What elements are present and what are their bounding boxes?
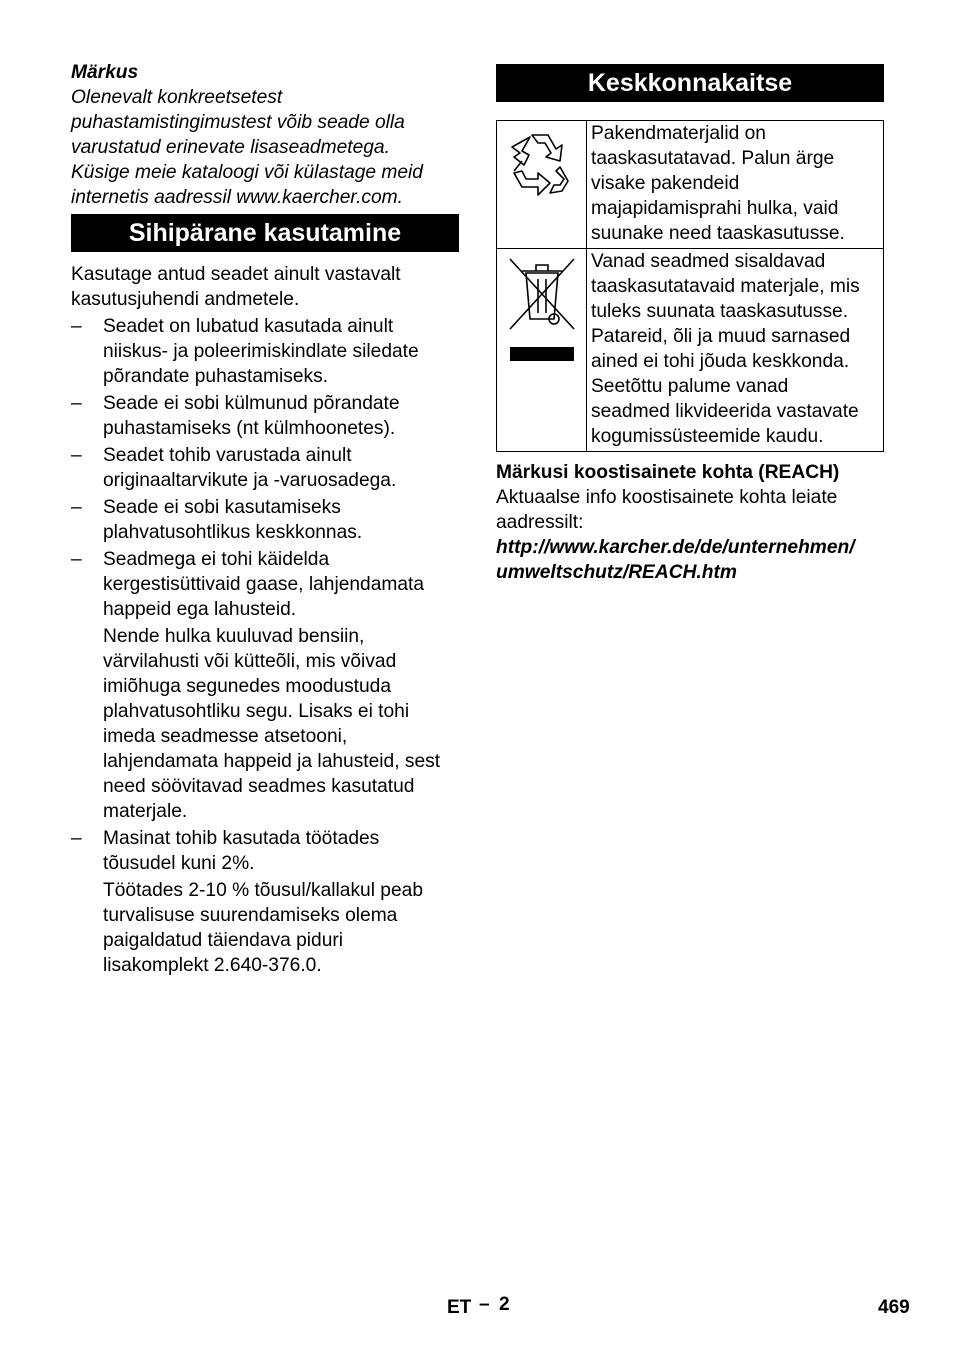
para-line: turvalisuse suurendamiseks olema [103, 905, 398, 926]
bullet-line: Masinat tohib kasutada töötades [103, 828, 380, 849]
note-title: Märkus [71, 62, 139, 83]
left-column [71, 60, 459, 978]
note-line: varustatud erinevate lisaseadmetega. [71, 137, 390, 158]
cell-line: Vanad seadmed sisaldavad [591, 251, 826, 272]
cell-line: tuleks suunata taaskasutusse. [591, 301, 849, 322]
para-line: Nende hulka kuuluvad bensiin, [103, 626, 365, 647]
cell-line: ained ei tohi jõuda keskkonda. [591, 351, 850, 372]
reach-url-line: http://www.karcher.de/de/unternehmen/ [496, 537, 855, 558]
footer-language: ET [447, 1297, 472, 1318]
note-line: internetis aadressil www.kaercher.com. [71, 187, 403, 208]
bullet-continuation [71, 878, 459, 978]
note-line: Olenevalt konkreetsetest [71, 87, 283, 108]
para-line: Töötades 2-10 % tõusul/kallakul peab [103, 880, 423, 901]
bullet-dash: – [71, 828, 82, 849]
para-line: lahjendamata happeid ja lahusteid, sest [103, 751, 441, 772]
bullet-line: puhastamiseks (nt külmhoonetes). [103, 418, 396, 439]
bullet-line: plahvatusohtlikus keskkonnas. [103, 522, 363, 543]
icon-cell [497, 121, 587, 249]
bullet-line: tõusudel kuni 2%. [103, 853, 255, 874]
para-line: need söövitavad seadmes kasutatud [103, 776, 415, 797]
para-line: plahvatusohtliku segu. Lisaks ei tohi [103, 701, 410, 722]
table-row [497, 249, 884, 452]
reach-url-line: umweltschutz/REACH.htm [496, 562, 737, 583]
icon-cell [497, 249, 587, 452]
text-cell [587, 121, 884, 249]
bullet-dash: – [71, 393, 82, 414]
reach-title: Märkusi koostisainete kohta (REACH) [496, 462, 840, 483]
bullet-line: Seadmega ei tohi käidelda [103, 549, 330, 570]
bullet-item [71, 443, 459, 493]
bullet-item [71, 495, 459, 545]
cell-line: taaskasutatavaid materjale, mis [591, 276, 860, 297]
para-line: värvilahusti või kütteõli, mis võivad [103, 651, 397, 672]
footer-dash: – [479, 1294, 490, 1315]
reach-link[interactable] [496, 535, 884, 585]
bullet-line: happeid ega lahusteid. [103, 599, 297, 620]
para-line: imeda seadmesse atsetooni, [103, 726, 348, 747]
para-line: lisakomplekt 2.640-376.0. [103, 955, 322, 976]
cell-line: Patareid, õli ja muud sarnased [591, 326, 851, 347]
bullet-item [71, 391, 459, 441]
bullet-line: põrandate puhastamiseks. [103, 366, 329, 387]
reach-line: aadressilt: [496, 512, 584, 533]
bullet-dash: – [71, 316, 82, 337]
intended-use-heading: Sihipärane kasutamine [71, 214, 459, 252]
cell-line: taaskasutatavad. Palun ärge [591, 148, 835, 169]
cell-line: seadmed likvideerida vastavate [591, 401, 859, 422]
intended-use-intro [71, 262, 459, 312]
note-text [71, 85, 459, 210]
cell-line: Pakendmaterjalid on [591, 123, 766, 144]
bullet-line: originaaltarvikute ja -varuosadega. [103, 470, 397, 491]
cell-line: suunake need taaskasutusse. [591, 223, 845, 244]
footer-section-page: 2 [499, 1294, 510, 1315]
intro-line: Kasutage antud seadet ainult vastavalt [71, 264, 401, 285]
page-number: 469 [878, 1297, 910, 1318]
environment-table [496, 120, 884, 452]
intro-line: kasutusjuhendi andmetele. [71, 289, 300, 310]
note-line: Küsige meie kataloogi või külastage meid [71, 162, 423, 183]
bullet-item [71, 314, 459, 389]
cell-line: kogumissüsteemide kaudu. [591, 426, 824, 447]
right-column [496, 64, 884, 585]
cell-line: majapidamisprahi hulka, vaid [591, 198, 839, 219]
para-line: imiõhuga segunedes moodustuda [103, 676, 392, 697]
crossed-out-bin-icon [502, 249, 582, 369]
bullet-dash: – [71, 549, 82, 570]
bullet-line: niiskus- ja poleerimiskindlate siledate [103, 341, 419, 362]
cell-line: visake pakendeid [591, 173, 740, 194]
reach-line: Aktuaalse info koostisainete kohta leiate [496, 487, 838, 508]
cell-line: Seetõttu palume vanad [591, 376, 789, 397]
bullet-continuation [71, 624, 459, 824]
note-line: puhastamistingimustest võib seade olla [71, 112, 405, 133]
bullet-item [71, 826, 459, 876]
bullet-dash: – [71, 445, 82, 466]
bullet-dash: – [71, 497, 82, 518]
bullet-line: Seadet on lubatud kasutada ainult [103, 316, 394, 337]
text-cell [587, 249, 884, 452]
bullet-line: Seade ei sobi külmunud põrandate [103, 393, 400, 414]
bullet-item [71, 547, 459, 622]
para-line: materjale. [103, 801, 188, 822]
bullet-line: Seade ei sobi kasutamiseks [103, 497, 341, 518]
recycling-icon [502, 121, 582, 211]
bullet-line: Seadet tohib varustada ainult [103, 445, 352, 466]
environment-heading: Keskkonnakaitse [496, 64, 884, 102]
bullet-line: kergestisüttivaid gaase, lahjendamata [103, 574, 425, 595]
para-line: paigaldatud täiendava piduri [103, 930, 344, 951]
table-row [497, 121, 884, 249]
